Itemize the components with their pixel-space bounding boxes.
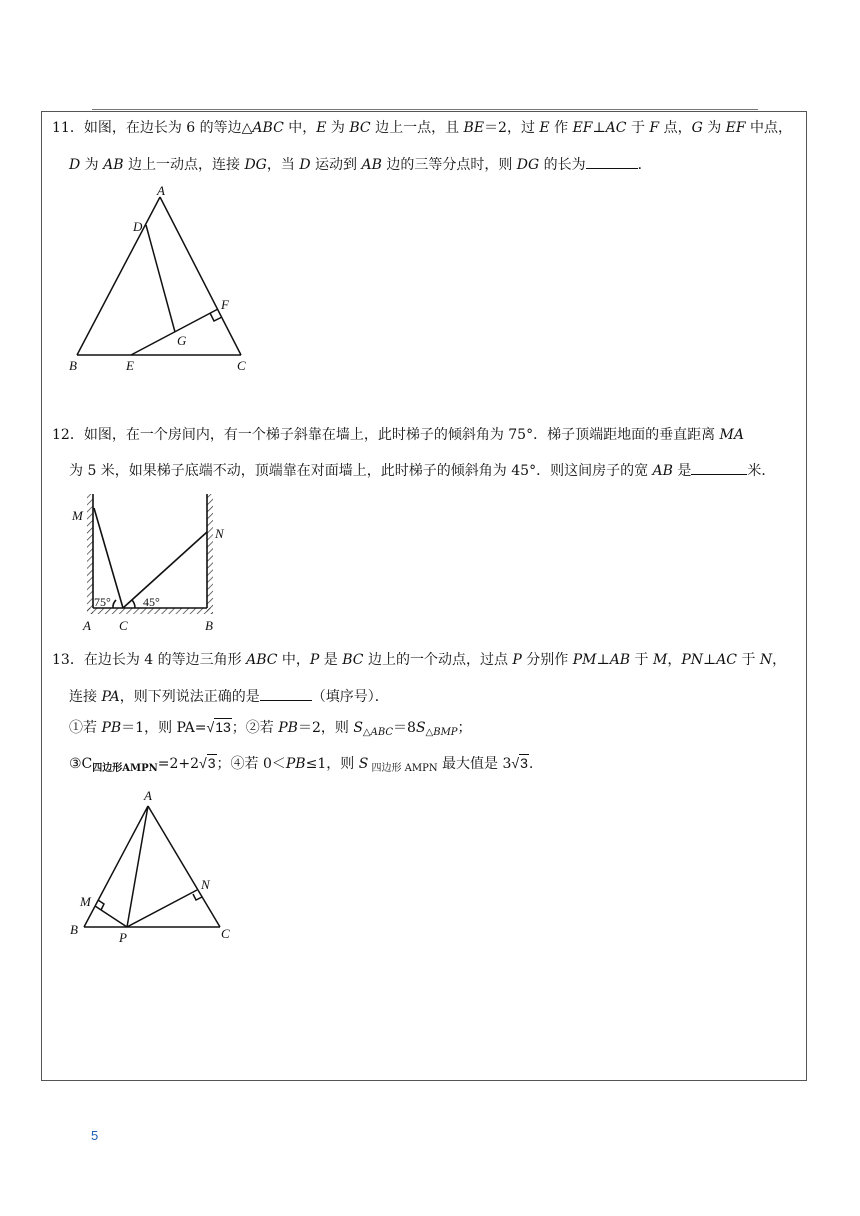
side-ab	[77, 197, 160, 355]
label-M: M	[80, 894, 91, 909]
ladder-cm	[94, 508, 123, 608]
right-wall	[207, 494, 213, 614]
label-A: A	[157, 185, 165, 198]
answer-blank	[260, 686, 312, 701]
q11-figure	[60, 185, 260, 380]
side-ac	[160, 197, 241, 355]
label-C: C	[119, 618, 128, 633]
side-ac	[148, 806, 220, 927]
q13-line2: 连接 PA，则下列说法正确的是 （填序号）．	[69, 686, 389, 707]
label-N: N	[201, 877, 210, 892]
left-wall	[87, 494, 93, 614]
q13-figure	[64, 786, 244, 946]
label-A: A	[144, 788, 152, 803]
label-B: B	[69, 358, 77, 373]
q11-line2: D 为 AB 边上一动点，连接 DG，当 D 运动到 AB 边的三等分点时，则 DG 的长为 ．	[69, 154, 652, 175]
segment-pa	[127, 806, 148, 927]
label-C: C	[221, 926, 230, 941]
segment-dg	[146, 225, 175, 332]
label-B: B	[70, 922, 78, 937]
label-N: N	[215, 526, 224, 541]
q13-options-line1: ①若 PB＝1，则 PA=√13；②若 PB＝2，则 $S_{\triangle ABC}=8S_{\triangle BMP}$；	[69, 719, 472, 738]
label-M: M	[72, 508, 83, 523]
header-rule	[92, 109, 758, 110]
answer-blank	[586, 154, 638, 169]
q12-figure	[66, 490, 226, 635]
side-ab	[84, 806, 148, 927]
q13-options-line2: $③C_{四边形AMPN}=2+2√3$；④若 0＜PB≤1，则 S $_{四边形 AMPN}$ 最大值是 3√3.	[69, 755, 534, 774]
label-P: P	[119, 930, 127, 945]
label-G: G	[177, 333, 187, 348]
page-number: 5	[91, 1128, 99, 1143]
q13-line1: 13．在边长为 4 的等边三角形 ABC 中，P 是 BC 边上的一个动点，过点 P 分别作 PM⊥AB 于 M，PN⊥AC 于 N，	[52, 652, 787, 668]
segment-pn	[127, 890, 197, 927]
label-B: B	[205, 618, 213, 633]
label-E: E	[126, 358, 134, 373]
q11-line1: 11．如图，在边长为 6 的等边△ABC 中，E 为 BC 边上一点，且 BE＝2，过 E 作 EF⊥AC 于 F 点，G 为 EF 中点，	[52, 120, 793, 136]
q12-line2: 为 5 米，如果梯子底端不动，顶端靠在对面墙上，此时梯子的倾斜角为 45°．则这间房子的宽 AB 是 米．	[69, 460, 775, 481]
label-A: A	[83, 618, 91, 633]
ladder-cn	[123, 532, 207, 608]
label-D: D	[133, 219, 143, 234]
angle-75: 75°	[94, 595, 111, 609]
label-F: F	[221, 297, 229, 312]
answer-blank	[691, 460, 747, 475]
angle-45: 45°	[143, 595, 160, 609]
label-C: C	[237, 358, 246, 373]
q12-line1: 12．如图，在一个房间内，有一个梯子斜靠在墙上，此时梯子的倾斜角为 75°．梯子顶端距地面的垂直距离 MA	[52, 427, 744, 443]
segment-pm	[95, 906, 127, 927]
